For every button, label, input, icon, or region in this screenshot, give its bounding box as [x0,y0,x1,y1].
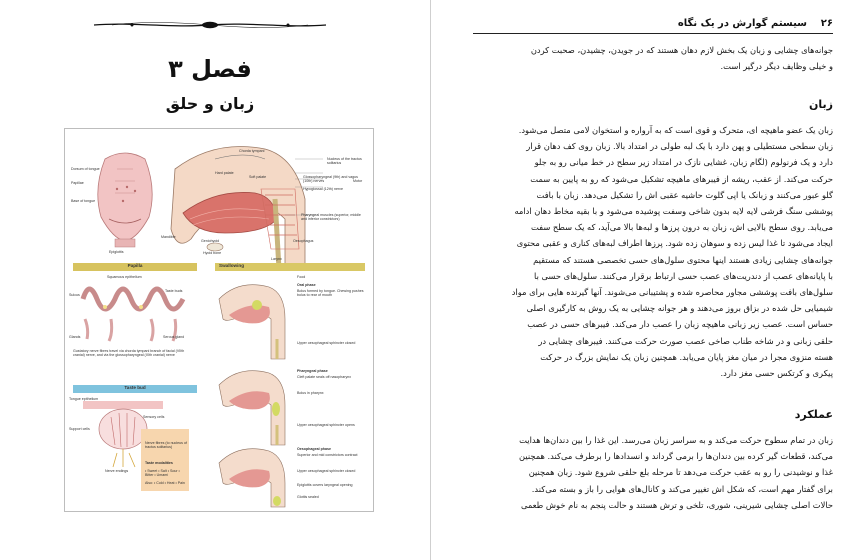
right-page [431,0,862,560]
label-hyoid: Hyoid bone [203,251,222,255]
text-line: غذا و نوشیدنی را رو به عقب حرکت می‌دهد تا مرحله بلع حلقی شروع شود. زبان همچنین [528,467,833,478]
label-mandible: Mandible [161,235,176,239]
label-oesophageal-desc: Superior and mid constrictors contract [297,453,358,457]
label-glottis: Glottis sealed [297,495,319,499]
text-line: می‌یابد. روی سطح بالایی اش، زبان به درون پرزها و لبه‌ها بالا می‌آید، که یک سطح سفت [530,222,833,233]
tongue-paragraph [473,122,833,381]
label-epiglottis: Epiglottis [109,250,124,254]
text-line: گلو عبور می‌کنند و زبانک یا اپی گلوت حاشیه عقبی اش را تشکیل می‌دهد. زبان با بافت [536,189,833,200]
papilla-header: Papilla [127,263,143,268]
label-pharyngeal-desc: Cleft palate seals off nasopharynx [297,375,352,379]
label-uoes-closed-2: Upper oesophageal sphincter closed [297,469,356,473]
label-geniohyoid: Geniohyoid [201,239,220,243]
label-gustatory-fibres: Gustatory nerve fibres travel via chorda tympani branch of facial (VIIth cranial) nerve, and via the glossopharyngeal (IXth cranial) nerve [73,349,185,357]
label-squamous: Squamous epithelium [107,275,142,279]
papilla-drawing [83,289,183,341]
label-papillae: Papillae [71,181,84,185]
anatomy-figure [64,128,374,512]
label-nerve-endings: Nerve endings [105,469,129,473]
text-line: شیمیایی حل شده در بزاق بروز می‌دهند و هر جوانه چشایی به یک روش به کارگیری اصلی [526,303,833,314]
label-base-tongue: Base of tongue [71,199,96,203]
label-taste-buds: Taste buds [165,289,183,293]
text-line: دارد و یک فرنولوم (لگام زبان، غشایی نازک در امتداد زیر سطح در خط میانی رو به جلو [534,157,833,168]
running-title: سیستم گوارش در یک نگاه [677,18,807,29]
label-glands: Glands [69,335,81,339]
label-epiglottis-covers: Epiglottis covers laryngeal opening [297,483,353,487]
label-oesophagus: Oesophagus [293,239,314,243]
text-line: برای گفتار مهم است، که شکل اش تغییر می‌کند و کانال‌های هوایی را باز و بسته می‌کند. [531,483,833,494]
intro-paragraph [473,42,833,74]
label-dorsum: Dorsum of tongue [71,167,100,171]
text-line: و خیلی وظایف دیگر درگیر است. [720,61,833,72]
swallowing-header: Swallowing [219,263,245,268]
text-line: حرکت می‌کند. از عقب، ریشه از فیبرهای ماهیچه تشکیل می‌شود که رو به پایین به سمت [530,173,833,184]
text-line: ایجاد می‌شود تا غذا لیس زده و سوهان زده شود. پرزها اطراف لبه‌های کناری و عقبی محتوی [516,238,833,249]
running-header [473,18,833,34]
chapter-title: زبان و حلق [165,94,255,113]
label-oesophageal-phase: Oesophageal phase [297,447,331,451]
label-larynx: Larynx [271,257,282,261]
label-pharyngeal-muscles: Pharyngeal muscles (superior, middle and inferior constrictors) [301,213,361,221]
label-nucleus: Nucleus of the tractus solitarius [327,157,362,165]
label-bolus-pharynx: Bolus in pharynx [297,391,324,395]
section-heading-function: عملکرد [794,408,833,421]
text-line: حالات اصلی چشایی شیرینی، شوری، تلخی و ترش هستند و حالت پنجم به نام خوش طعمی [520,499,833,510]
label-hypoglossal: Hypoglossal (12th) nerve [303,187,343,191]
label-nerves: Glossopharyngeal (9th) and vagus (10th) nerves [303,175,358,183]
tongue-dorsal-view [98,153,152,247]
top-ornament-divider [92,20,328,30]
taste-bud-header: Taste bud [124,385,146,390]
text-line: حلقی زبانی و در شاخه طناب صاخی عصب صورت حرکت می‌کنند. فیبرهای چشایی در [538,335,833,346]
label-sensory-cells: Sensory cells [143,415,165,419]
label-modalities-list-a: • Sweet • Salt • Sour • Bitter • Umami [145,469,180,477]
text-line: سلول‌های بافت پوششی مجاور محاصره شده و پشتیبانی می‌شوند. آنها گیرنده هایی برای مواد [511,287,833,298]
label-uoes-opens: Upper oesophageal sphincter opens [297,423,355,427]
text-line: پوششی سنگ فرشی لایه لایه بدون شاخی وسفت پوشیده می‌شود و با بقیه مخاط دهان ادامه [514,206,833,217]
label-oral-desc: Bolus formed by tongue. Chewing pushes bolus to rear of mouth [297,289,364,297]
section-heading-tongue: زبان [809,98,833,111]
text-line: پیکری و کرتکس حسی مغز دارد. [720,368,833,379]
label-hard-palate: Hard palate [215,171,234,175]
label-nerve-fibres: Nerve fibres (to nucleus of tractus solitarius) [145,441,187,449]
text-line: حساس است. عصب زیر زبانی ماهیچه زبان را عصب دار می‌کند. فیبرهای حسی در عصب [527,319,833,330]
text-line: زبان در تمام سطوح حرکت می‌کند و به سراسر زبان می‌رسد. این غذا را بین دندان‌ها هدایت [519,435,833,445]
text-line: می‌کند، قطعات گیر کرده بین دندان‌ها را برمی گرداند و انسدادها را برطرف می‌کند. همچنین [519,451,833,462]
head-sagittal-view [171,147,305,270]
text-line: زبان یک عضو ماهیچه ای، متحرک و قوی است که به آرواره و استخوان لامی متصل می‌شود. [518,125,833,135]
label-uoes-closed-1: Upper oesophageal sphincter closed [297,341,356,345]
label-motor: Motor [353,179,363,183]
chapter-number: فصل ۳ [168,55,252,83]
left-page [0,0,430,560]
label-soft-palate: Soft palate [249,175,267,179]
text-line: جوانه‌های چشایی و زبان یک بخش لازم دهان هستند که در جویدن، چشیدن، صحبت کردن [530,45,833,55]
text-line: جوانه‌های چشایی زیادی هستند اینها محتوی سلول‌های حسی تخصصی هستند که مستقیم [533,254,833,265]
function-paragraph [473,432,833,513]
label-pharyngeal-phase: Pharyngeal phase [297,369,328,373]
text-line: هسته منزوی مجرا در میان مغز پایان می‌یابد. همچنین زبان یک نمایش بزرگ در حرکت [540,351,833,362]
page-number: ۲۶ [820,18,833,29]
label-sulcus: Sulcus [69,293,80,297]
label-tongue-epithelium: Tongue epithelium [69,397,99,401]
label-oral-phase: Oral phase [297,283,316,287]
text-line: با پایانه‌های عصب از دندریت‌های عصب حسی ارتباط برقرار می‌کنند. سلول‌های حسی با [534,270,833,281]
text-line: زبان سطحی مستطیلی و پهن دارد با یک لبه طولی در امتداد بالا. زبان روی کف دهان قرار [526,141,833,152]
label-serous: Serous gland [163,335,185,339]
label-taste-modalities: Taste modalities [145,461,173,465]
label-support-cells: Support cells [69,427,90,431]
label-chorda-tympani: Chorda tympani [239,149,265,153]
label-modalities-list-b: Also: • Cold • Heat • Pain [145,481,185,485]
swallow-phase-diagrams [219,285,285,507]
header-rule [473,33,833,34]
label-food: Food [297,275,306,279]
